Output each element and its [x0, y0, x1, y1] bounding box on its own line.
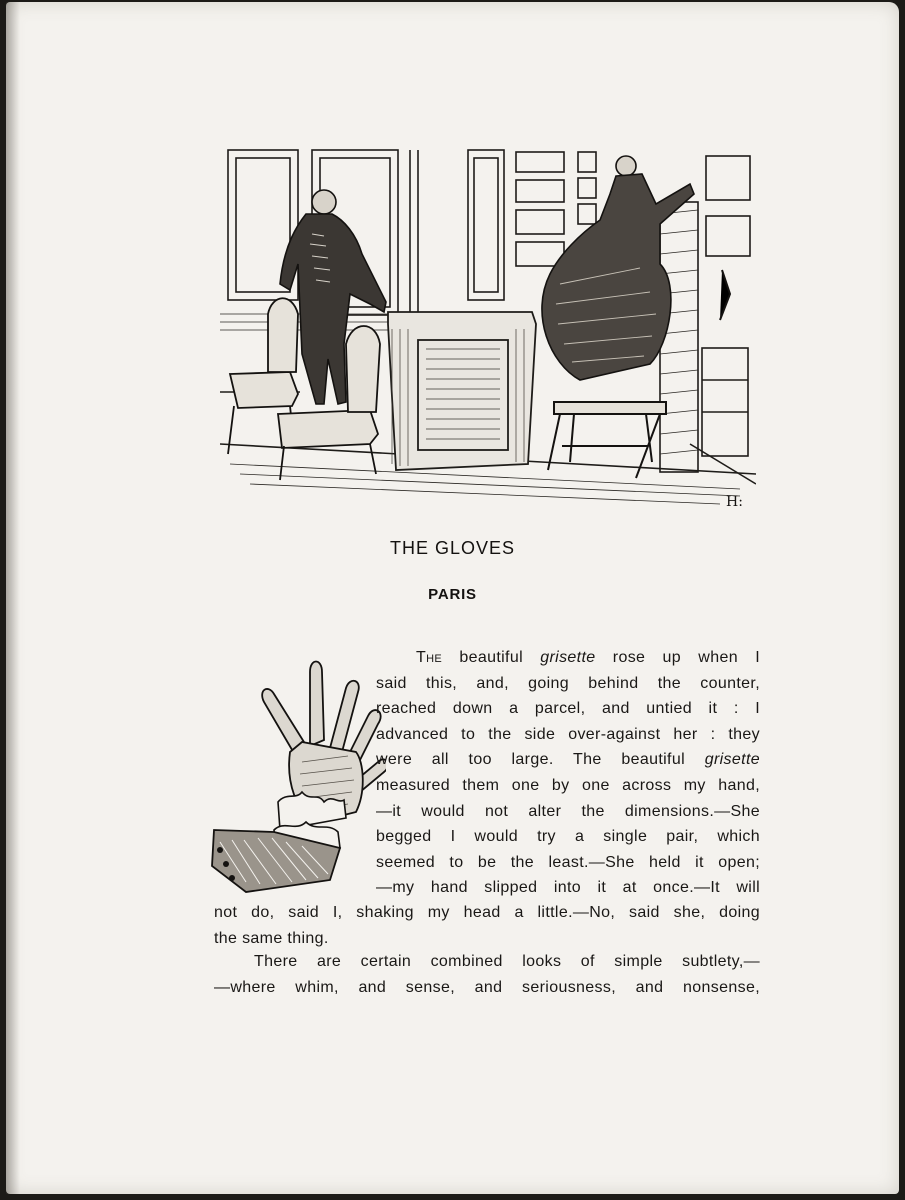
paragraph-2	[214, 949, 760, 1000]
text-line: were all too large. The beautiful grisette	[376, 751, 760, 769]
text-line: The beautiful grisette rose up when I	[416, 649, 760, 666]
text-line: —it would not alter the dimensions.—She	[376, 802, 760, 820]
text-line: advanced to the side over-against her : they	[376, 725, 760, 743]
text-line: said this, and, going behind the counter,	[376, 674, 760, 692]
chapter-subtitle: PARIS	[428, 586, 477, 603]
text-line: reached down a parcel, and untied it : I	[376, 700, 760, 718]
drop-word: The	[416, 649, 443, 666]
text-line: not do, said I, shaking my head a little.—No, said she, doing	[214, 904, 760, 921]
text-line: measured them one by one across my hand,	[376, 776, 760, 794]
book-page	[6, 2, 899, 1194]
text-line: seemed to be the least.—She held it open;	[376, 853, 760, 871]
shop-scene-illustration	[220, 144, 756, 512]
text-line: begged I would try a single pair, which	[376, 828, 760, 846]
text-line: —where whim, and sense, and seriousness, and nonsense,	[214, 978, 760, 996]
paragraph-1-column	[376, 645, 760, 901]
text-line: —my hand slipped into it at once.—It will	[376, 879, 760, 897]
text-line: There are certain combined looks of simple subtlety,—	[254, 953, 760, 970]
glove-illustration	[206, 642, 386, 897]
paragraph-1-continuation	[214, 900, 760, 951]
artist-signature: H:	[726, 494, 743, 510]
chapter-title: THE GLOVES	[389, 538, 516, 558]
text-line: the same thing.	[214, 929, 329, 947]
